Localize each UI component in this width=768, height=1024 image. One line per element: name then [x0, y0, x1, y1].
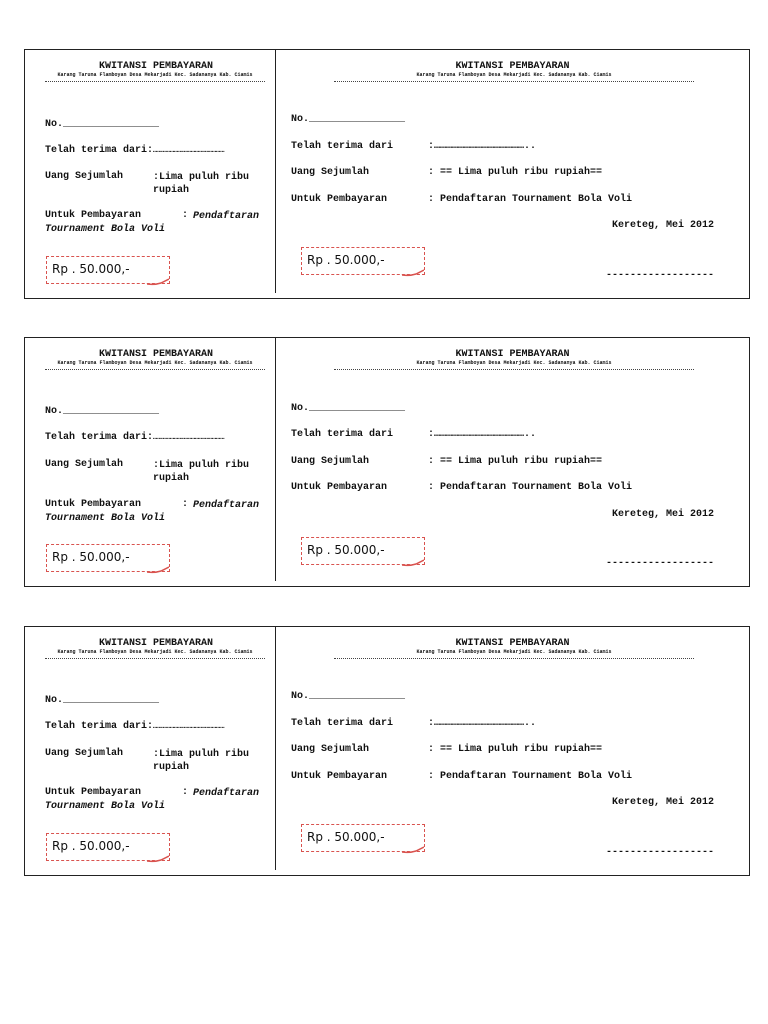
place-date: Kereteg, Mei 2012	[611, 220, 714, 231]
main-amount-box	[301, 247, 425, 275]
main-amount-value-box: Rp . 50.000,-	[307, 253, 385, 267]
stub-title: KWITANSI PEMBAYARAN	[98, 61, 214, 72]
place-date: Kereteg, Mei 2012	[611, 797, 714, 808]
stub-amount-box	[46, 256, 170, 284]
main-purpose-value: : Pendaftaran Tournament Bola Voli	[428, 482, 633, 493]
stamp-curl-icon	[402, 559, 424, 567]
stub-purpose-colon: :	[182, 499, 189, 510]
receipt-1	[24, 49, 750, 299]
stub-received-row	[45, 145, 224, 156]
stub-received-row	[45, 721, 224, 732]
stub-purpose-label: Untuk Pembayaran	[45, 787, 142, 798]
stub-amount-label: Uang Sejumlah	[45, 748, 124, 759]
main-number: No.________________	[291, 691, 406, 702]
stub-number: No.________________	[45, 119, 160, 130]
stub-subtitle: Karang Taruna Flamboyan Desa Mekarjadi Kec. Sadananya Kab. Ciamis	[45, 360, 265, 370]
main-amount-box	[301, 537, 425, 565]
receipt-2	[24, 337, 750, 587]
stub-amount-value: Rp . 50.000,-	[52, 839, 130, 853]
stub-amount-text: :Lima puluh ribu rupiah	[153, 172, 250, 196]
stub-amount-box	[46, 544, 170, 572]
main-purpose-label: Untuk Pembayaran	[291, 482, 388, 493]
signature-line: ------------------	[605, 270, 714, 281]
receipt-stub	[25, 338, 276, 581]
stub-number: No.________________	[45, 695, 160, 706]
stub-purpose-label: Untuk Pembayaran	[45, 210, 142, 221]
stub-purpose-text: Pendaftaran Tournament Bola Voli	[45, 788, 260, 812]
receipt-main	[276, 627, 749, 875]
receipt-stub	[25, 50, 276, 293]
stub-received-label: Telah terima dari:	[45, 432, 154, 443]
main-amount-label: Uang Sejumlah	[291, 167, 370, 178]
stub-subtitle: Karang Taruna Flamboyan Desa Mekarjadi Kec. Sadananya Kab. Ciamis	[45, 72, 265, 82]
stub-amount-text: :Lima puluh ribu rupiah	[153, 749, 250, 773]
stub-purpose-colon: :	[182, 787, 189, 798]
stamp-curl-icon	[147, 278, 169, 286]
main-received-value: :………………………………………..	[428, 718, 537, 729]
signature-line: ------------------	[605, 847, 714, 858]
stub-purpose-colon: :	[182, 210, 189, 221]
stub-title: KWITANSI PEMBAYARAN	[98, 638, 214, 649]
main-purpose-label: Untuk Pembayaran	[291, 771, 388, 782]
main-purpose-label: Untuk Pembayaran	[291, 194, 388, 205]
receipt-main	[276, 50, 749, 298]
main-subtitle: Karang Taruna Flamboyan Desa Mekarjadi Kec. Sadananya Kab. Ciamis	[334, 360, 694, 370]
main-subtitle: Karang Taruna Flamboyan Desa Mekarjadi Kec. Sadananya Kab. Ciamis	[334, 649, 694, 659]
main-number: No.________________	[291, 114, 406, 125]
stub-amount-label: Uang Sejumlah	[45, 171, 124, 182]
stub-received-fill: ……………………………………………	[153, 434, 225, 442]
stub-purpose-text: Pendaftaran Tournament Bola Voli	[45, 211, 260, 235]
main-number: No.________________	[291, 403, 406, 414]
stub-title: KWITANSI PEMBAYARAN	[98, 349, 214, 360]
stub-received-fill: ……………………………………………	[153, 147, 225, 155]
main-amount-value-box: Rp . 50.000,-	[307, 830, 385, 844]
stub-received-label: Telah terima dari:	[45, 145, 154, 156]
receipt-stub	[25, 627, 276, 870]
stub-received-row	[45, 432, 224, 443]
main-amount-value: : == Lima puluh ribu rupiah==	[428, 456, 603, 467]
main-purpose-value: : Pendaftaran Tournament Bola Voli	[428, 771, 633, 782]
stub-received-fill: ……………………………………………	[153, 723, 225, 731]
main-amount-box	[301, 824, 425, 852]
main-purpose-value: : Pendaftaran Tournament Bola Voli	[428, 194, 633, 205]
main-amount-label: Uang Sejumlah	[291, 456, 370, 467]
stub-amount-value: Rp . 50.000,-	[52, 550, 130, 564]
place-date: Kereteg, Mei 2012	[611, 509, 714, 520]
main-title: KWITANSI PEMBAYARAN	[455, 61, 570, 72]
receipt-3	[24, 626, 750, 876]
stub-number: No.________________	[45, 406, 160, 417]
signature-line: ------------------	[605, 558, 714, 569]
stub-received-label: Telah terima dari:	[45, 721, 154, 732]
stub-purpose-label: Untuk Pembayaran	[45, 499, 142, 510]
stub-purpose-text: Pendaftaran Tournament Bola Voli	[45, 500, 260, 524]
main-amount-label: Uang Sejumlah	[291, 744, 370, 755]
stamp-curl-icon	[147, 855, 169, 863]
stamp-curl-icon	[402, 846, 424, 854]
main-received-value: :………………………………………..	[428, 141, 537, 152]
main-amount-value: : == Lima puluh ribu rupiah==	[428, 744, 603, 755]
main-received-label: Telah terima dari	[291, 718, 394, 729]
main-amount-value-box: Rp . 50.000,-	[307, 543, 385, 557]
stub-amount-value: Rp . 50.000,-	[52, 262, 130, 276]
main-received-value: :………………………………………..	[428, 429, 537, 440]
stamp-curl-icon	[147, 566, 169, 574]
stub-amount-text: :Lima puluh ribu rupiah	[153, 460, 250, 484]
main-received-label: Telah terima dari	[291, 429, 394, 440]
main-title: KWITANSI PEMBAYARAN	[455, 349, 570, 360]
stub-amount-label: Uang Sejumlah	[45, 459, 124, 470]
stamp-curl-icon	[402, 269, 424, 277]
stub-amount-box	[46, 833, 170, 861]
main-subtitle: Karang Taruna Flamboyan Desa Mekarjadi Kec. Sadananya Kab. Ciamis	[334, 72, 694, 82]
stub-subtitle: Karang Taruna Flamboyan Desa Mekarjadi Kec. Sadananya Kab. Ciamis	[45, 649, 265, 659]
receipt-main	[276, 338, 749, 586]
main-title: KWITANSI PEMBAYARAN	[455, 638, 570, 649]
main-amount-value: : == Lima puluh ribu rupiah==	[428, 167, 603, 178]
main-received-label: Telah terima dari	[291, 141, 394, 152]
